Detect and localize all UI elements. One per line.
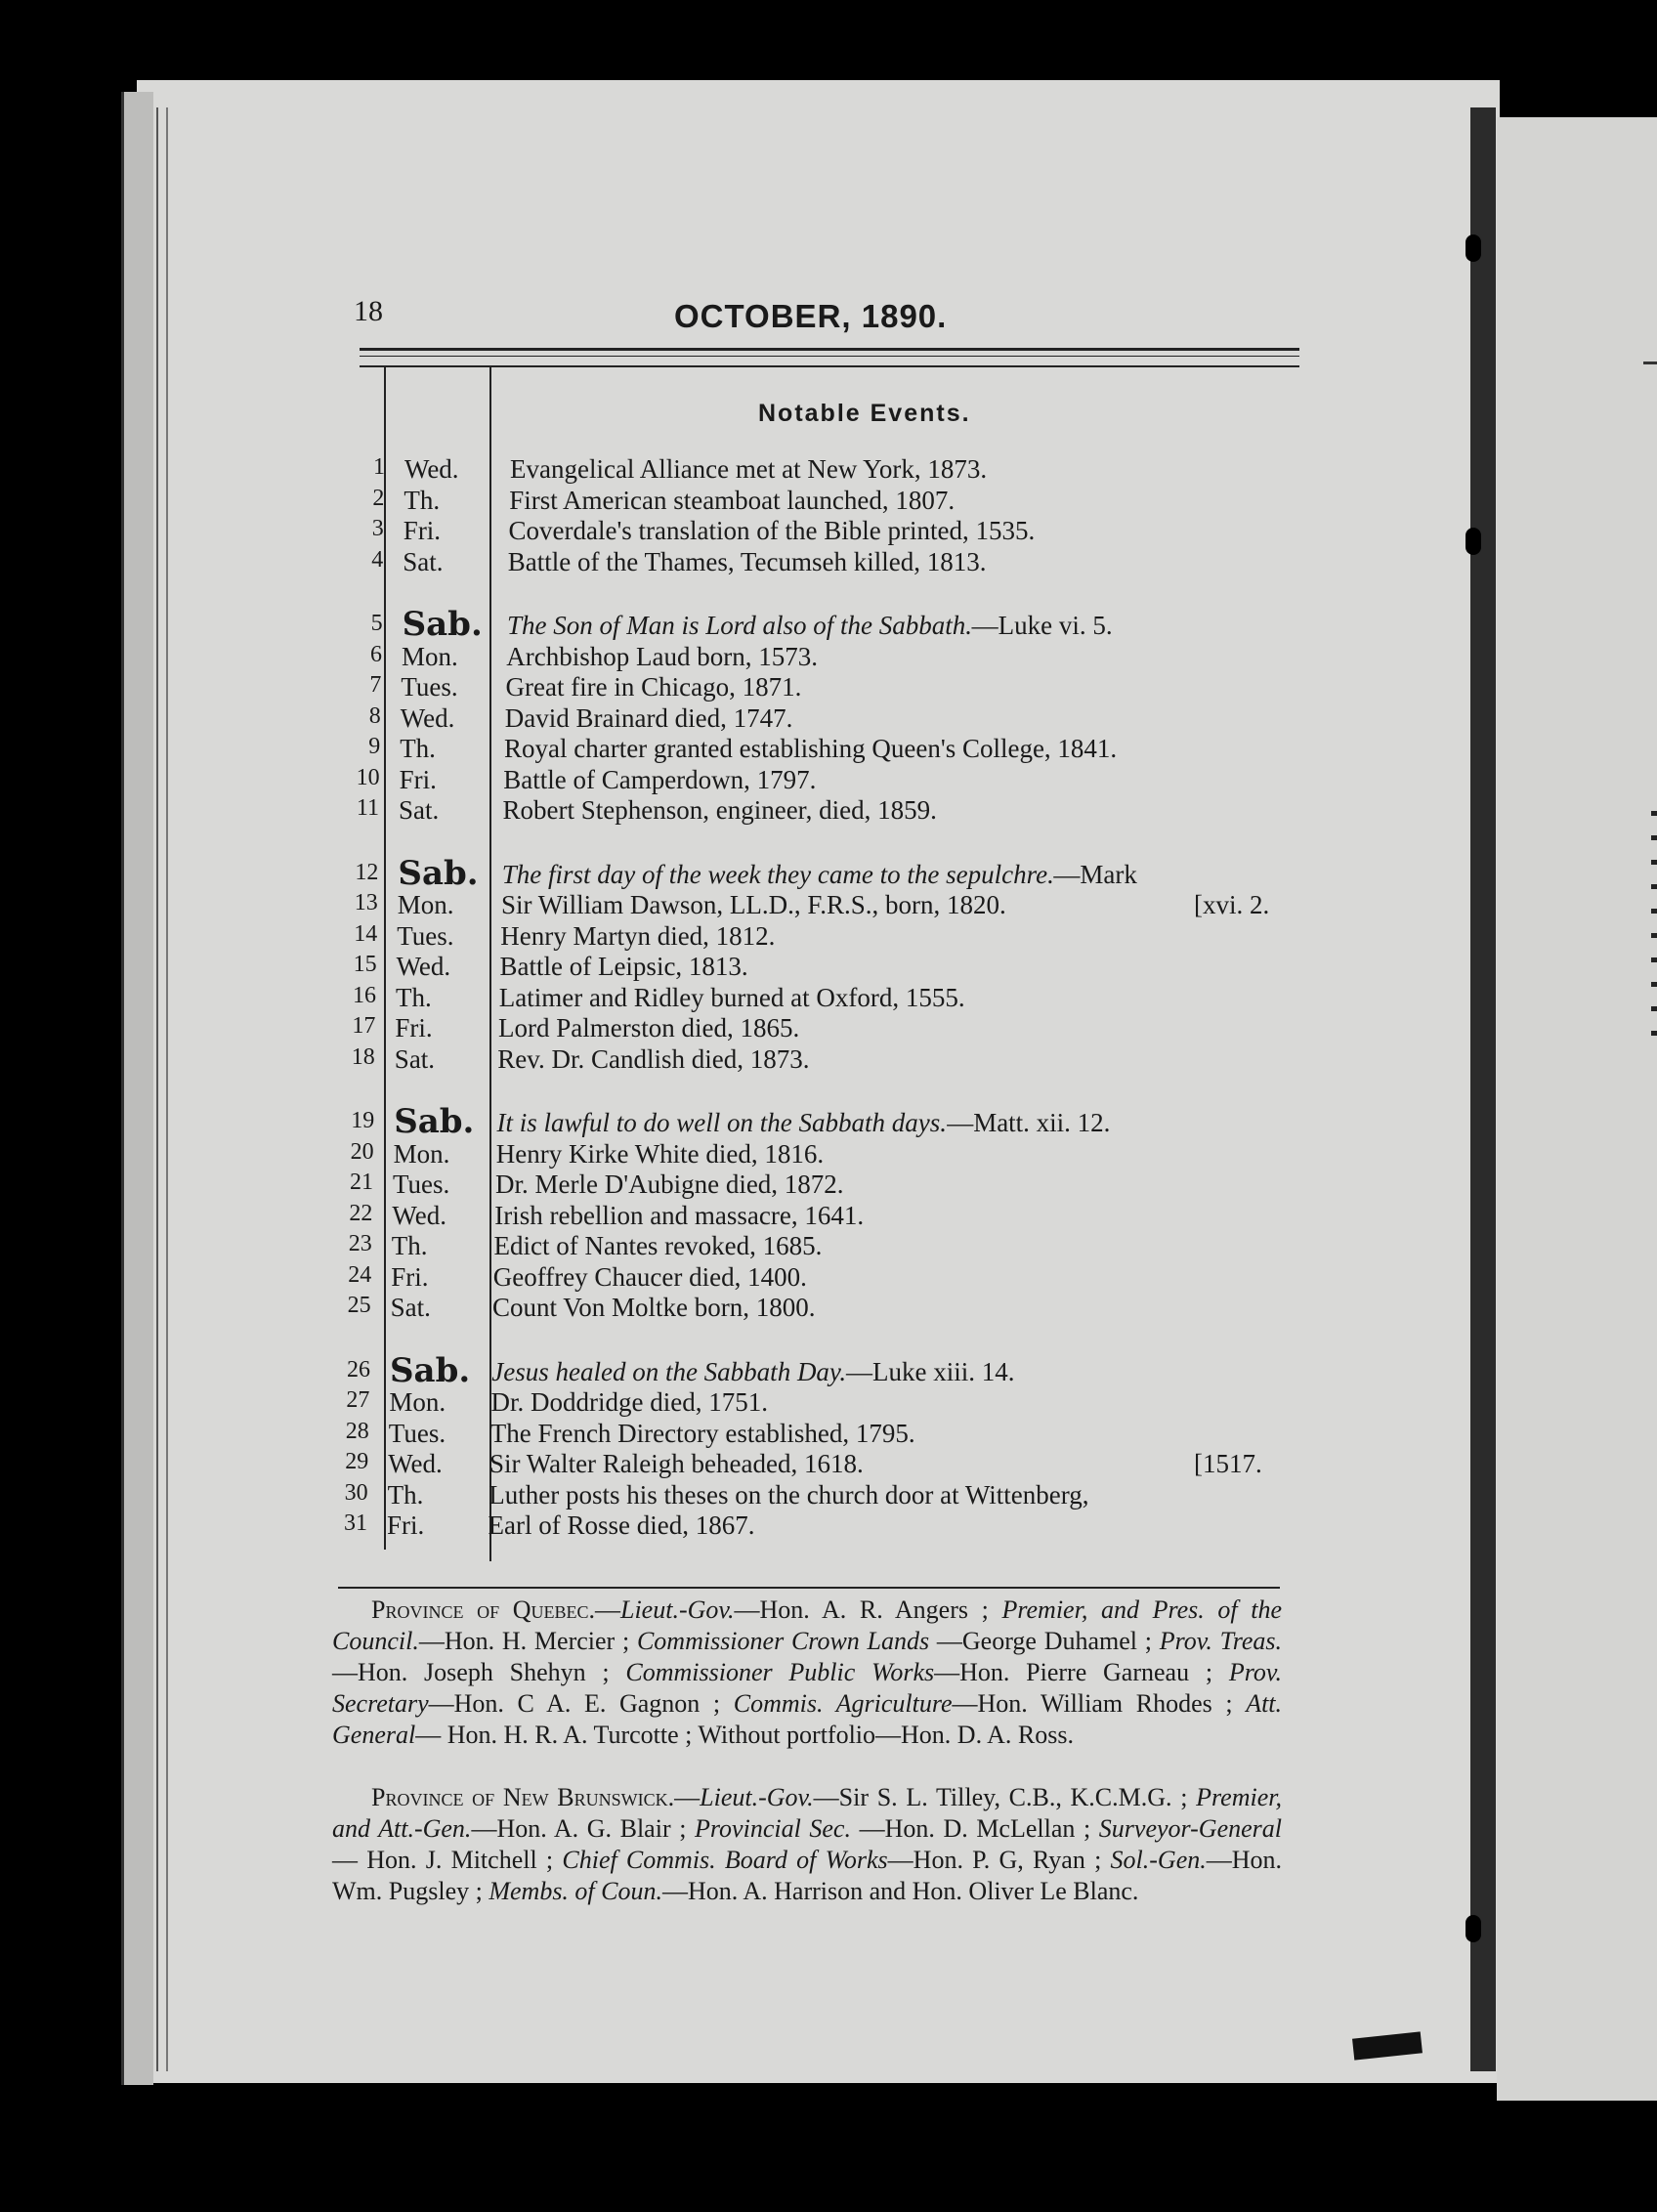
event-day-number: 9 [368, 734, 381, 759]
event-text: Great fire in Chicago, 1871. [505, 672, 802, 702]
event-day-number: 23 [348, 1231, 372, 1256]
event-text: Royal charter granted establishing Queen's College, 1841. [503, 734, 1118, 763]
event-day-number: 8 [368, 702, 381, 729]
event-weekday: Sab. [402, 605, 483, 644]
event-day-number: 20 [350, 1138, 374, 1165]
facing-page-mark [1643, 362, 1657, 364]
event-weekday: Sab. [390, 1350, 471, 1390]
event-day-number: 26 [347, 1356, 370, 1382]
header-rule [360, 365, 1299, 367]
event-text: Battle of Leipsic, 1813. [499, 952, 748, 981]
event-weekday: Fri. [387, 1510, 425, 1540]
event-text: The French Directory established, 1795. [489, 1418, 915, 1448]
event-scripture-reference: —Matt. xii. 12. [947, 1108, 1111, 1137]
event-text: Dr. Merle D'Aubigne died, 1872. [495, 1170, 844, 1199]
event-day-number: 17 [352, 1013, 376, 1039]
event-day-number: 28 [345, 1418, 369, 1444]
page-title: OCTOBER, 1890. [674, 298, 948, 334]
event-text: Jesus healed on the Sabbath Day. [491, 1356, 847, 1386]
event-day-number: 3 [371, 516, 384, 541]
event-day-number: 27 [346, 1387, 370, 1413]
event-day-number: 24 [348, 1261, 372, 1288]
event-text: The Son of Man is Lord also of the Sabbath. [506, 611, 973, 640]
event-text: Irish rebellion and massacre, 1641. [494, 1200, 865, 1230]
event-text: Luther posts his theses on the church door at Wittenberg, [489, 1479, 1089, 1510]
event-weekday: Tues. [401, 672, 458, 702]
event-day-number: 15 [353, 952, 377, 977]
event-weekday: Sat. [394, 1043, 436, 1074]
province-label: Province of Quebec. [371, 1595, 595, 1624]
event-weekday: Sat. [403, 546, 444, 576]
event-weekday: Sab. [398, 853, 479, 893]
facing-page-text-fragments [1651, 811, 1657, 1202]
event-text: Rev. Dr. Candlish died, 1873. [497, 1043, 810, 1074]
event-day-number: 6 [370, 641, 382, 667]
event-text: Earl of Rosse died, 1867. [488, 1510, 755, 1540]
event-text: It is lawful to do well on the Sabbath days. [496, 1108, 947, 1137]
event-text: Henry Kirke White died, 1816. [495, 1138, 825, 1169]
event-day-number: 14 [354, 920, 378, 947]
event-day-number: 25 [347, 1293, 371, 1318]
event-weekday: Wed. [404, 454, 459, 484]
page-edge-inner [156, 107, 168, 2071]
event-weekday: Fri. [403, 516, 442, 545]
event-day-number: 13 [354, 890, 378, 915]
event-weekday: Fri. [391, 1261, 429, 1292]
event-text: Latimer and Ridley burned at Oxford, 1555. [498, 982, 965, 1012]
event-text: Sir Walter Raleigh beheaded, 1618. [489, 1449, 864, 1478]
event-day-number: 11 [356, 795, 379, 821]
binding-notch [1466, 234, 1481, 262]
event-text: Henry Martyn died, 1812. [500, 920, 776, 951]
binding-notch [1466, 1915, 1481, 1942]
page-number: 18 [354, 295, 383, 327]
event-weekday: Mon. [397, 890, 454, 919]
event-text: Battle of Camperdown, 1797. [503, 764, 817, 794]
event-day-number: 19 [351, 1108, 375, 1133]
event-text: Dr. Doddridge died, 1751. [490, 1387, 768, 1417]
event-weekday: Sat. [399, 795, 440, 825]
event-weekday: Fri. [399, 764, 437, 794]
facing-page-strip [1497, 117, 1657, 2101]
event-text: Battle of the Thames, Tecumseh killed, 1813. [507, 546, 987, 576]
page-edge [121, 92, 153, 2085]
event-weekday: Fri. [395, 1013, 433, 1042]
header-rule [360, 356, 1299, 357]
province-label: Province of New Brunswick. [371, 1783, 675, 1811]
new-brunswick-paragraph: Province of New Brunswick.—Lieut.-Gov.—Sir S. L. Tilley, C.B., K.C.M.G. ; Premier, and Att.-Gen.—Hon. A. G. Blair ; Provincial Sec. —Hon. D. McLellan ; Surveyor-General — Hon. J. Mitchell ; Chief Commis. Board of Works—Hon. P. G, Ryan ; Sol.-Gen.—Hon. Wm. Pugsley ; Membs. of Coun.—Hon. A. Harrison and Hon. Oliver Le Blanc. [332, 1783, 1283, 1905]
event-weekday: Sab. [394, 1102, 475, 1141]
event-text: Sir William Dawson, LL.D., F.R.S., born, 1820. [500, 890, 1006, 919]
event-weekday: Wed. [400, 702, 455, 733]
event-weekday: Th. [396, 982, 432, 1012]
event-weekday: Mon. [393, 1138, 450, 1169]
event-scripture-reference: —Luke xiii. 14. [846, 1356, 1015, 1386]
event-day-number: 18 [351, 1043, 375, 1070]
event-text: Robert Stephenson, engineer, died, 1859. [502, 795, 937, 825]
event-text: Archbishop Laud born, 1573. [506, 641, 818, 671]
event-text: The first day of the week they came to the sepulchre. [501, 859, 1054, 889]
event-day-number: 7 [369, 672, 382, 698]
event-day-number: 12 [355, 859, 379, 885]
event-day-number: 29 [345, 1449, 369, 1474]
header-rule [360, 348, 1299, 351]
event-day-number: 31 [344, 1510, 367, 1536]
event-weekday: Sat. [390, 1293, 431, 1322]
event-text: Coverdale's translation of the Bible printed, 1535. [508, 516, 1036, 545]
event-weekday: Th. [404, 485, 441, 515]
event-weekday: Th. [391, 1231, 428, 1260]
section-heading: Notable Events. [758, 400, 971, 427]
event-day-number: 30 [344, 1479, 368, 1506]
event-day-number: 1 [373, 454, 385, 480]
event-scripture-reference: —Mark [1053, 859, 1137, 889]
event-day-number: 2 [372, 485, 385, 511]
event-continuation: [xvi. 2. [1193, 890, 1270, 919]
event-weekday: Th. [400, 734, 436, 763]
event-day-number: 4 [371, 546, 384, 573]
column-divider-left [384, 367, 386, 1550]
event-weekday: Tues. [393, 1170, 450, 1199]
event-text: Evangelical Alliance met at New York, 1873. [510, 454, 988, 484]
event-weekday: Tues. [397, 920, 454, 951]
event-text: Lord Palmerston died, 1865. [497, 1013, 800, 1042]
event-weekday: Tues. [388, 1418, 446, 1448]
event-scripture-reference: —Luke vi. 5. [971, 611, 1113, 640]
event-weekday: Mon. [389, 1387, 446, 1417]
event-weekday: Th. [387, 1479, 424, 1510]
event-weekday: Wed. [396, 952, 451, 981]
event-day-number: 21 [350, 1170, 373, 1195]
event-weekday: Wed. [388, 1449, 443, 1478]
binding-notch [1466, 528, 1481, 555]
quebec-paragraph: Province of Quebec.—Lieut.-Gov.—Hon. A. R. Angers ; Premier, and Pres. of the Council.—Hon. H. Mercier ; Commissioner Crown Lands —George Duhamel ; Prov. Treas.—Hon. Joseph Shehyn ; Commissioner Public Works—Hon. Pierre Garneau ; Prov. Secretary—Hon. C A. E. Gagnon ; Commis. Agriculture—Hon. William Rhodes ; Att. General— Hon. H. R. A. Turcotte ; Without portfolio—Hon. D. A. Ross. [332, 1595, 1283, 1749]
event-weekday: Mon. [402, 641, 458, 671]
event-text: Edict of Nantes revoked, 1685. [493, 1231, 823, 1260]
event-text: David Brainard died, 1747. [504, 702, 793, 733]
event-day-number: 5 [370, 611, 383, 636]
event-day-number: 10 [356, 764, 380, 790]
book-binding [1470, 107, 1496, 2071]
event-weekday: Wed. [392, 1200, 446, 1230]
event-text: Count Von Moltke born, 1800. [491, 1293, 816, 1322]
event-day-number: 22 [349, 1200, 373, 1226]
event-text: First American steamboat launched, 1807. [509, 485, 956, 515]
event-day-number: 16 [353, 982, 376, 1008]
event-text: Geoffrey Chaucer died, 1400. [492, 1261, 807, 1292]
event-continuation: [1517. [1193, 1449, 1262, 1478]
section-rule [338, 1587, 1280, 1589]
